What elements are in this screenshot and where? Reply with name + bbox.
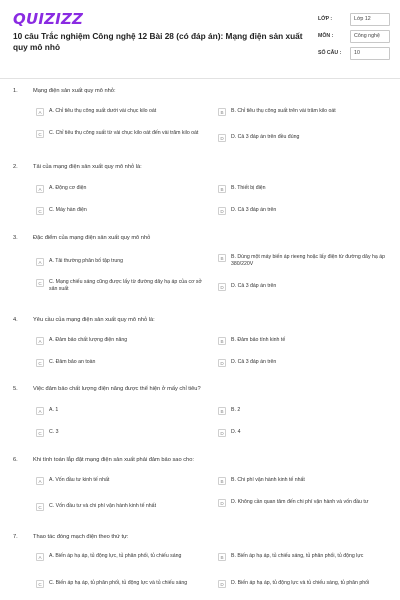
question-item	[13, 533, 393, 587]
option-letter: D	[218, 499, 226, 507]
option-letter: D	[218, 580, 226, 588]
option-text: B. Thiết bị điện	[231, 185, 266, 191]
question-text: Tải của mạng điện sản xuất quy mô nhỏ là:	[33, 164, 142, 170]
option-c[interactable]	[36, 580, 206, 588]
option-letter: B	[218, 254, 226, 262]
option-a[interactable]	[36, 185, 206, 193]
option-text: B. Đảm bảo tính kinh tế	[231, 337, 286, 343]
option-letter: A	[36, 477, 44, 485]
option-text: C. Máy hàn điện	[49, 207, 87, 213]
option-letter: B	[218, 407, 226, 415]
question-item	[13, 456, 393, 510]
subject-label: MÔN :	[318, 33, 334, 39]
option-text: D. Biến áp hạ áp, tủ động lực và tủ chiếu sáng, tủ phân phối	[231, 580, 370, 586]
option-b[interactable]	[218, 407, 388, 415]
question-number: 1.	[13, 88, 18, 94]
option-text: B. 2	[231, 407, 241, 413]
option-c[interactable]	[36, 359, 206, 367]
question-number: 4.	[13, 317, 18, 323]
option-letter: B	[218, 185, 226, 193]
option-c[interactable]	[36, 130, 206, 138]
option-d[interactable]	[218, 283, 388, 291]
question-text: Việc đảm bảo chất lượng điện năng được thể hiện ở mấy chỉ tiêu?	[33, 386, 201, 392]
option-b[interactable]	[218, 553, 388, 561]
option-d[interactable]	[218, 499, 388, 507]
option-letter: D	[218, 283, 226, 291]
option-letter: C	[36, 130, 44, 138]
option-a[interactable]	[36, 407, 206, 415]
option-text: B. Chỉ tiêu thụ công suất trên vài trăm kilo oát	[231, 108, 336, 114]
option-letter: A	[36, 185, 44, 193]
option-b[interactable]	[218, 254, 388, 268]
question-text: Yêu cầu của mạng điện sản xuất quy mô nhỏ là:	[33, 317, 155, 323]
option-b[interactable]	[218, 185, 388, 193]
question-number: 5.	[13, 386, 18, 392]
option-letter: D	[218, 429, 226, 437]
option-a[interactable]	[36, 553, 206, 561]
question-number: 7.	[13, 534, 18, 540]
option-letter: A	[36, 258, 44, 266]
class-label: LỚP :	[318, 16, 333, 22]
option-text: A. Biến áp hạ áp, tủ động lực, tủ phân phối, tủ chiếu sáng	[49, 553, 182, 559]
option-letter: C	[36, 580, 44, 588]
option-text: C. Vốn đầu tư và chi phí vận hành kinh tế nhất	[49, 503, 157, 509]
quizizz-logo	[13, 10, 83, 29]
option-letter: B	[218, 553, 226, 561]
option-c[interactable]	[36, 503, 206, 511]
option-d[interactable]	[218, 134, 388, 142]
option-letter: B	[218, 477, 226, 485]
option-letter: C	[36, 279, 44, 287]
option-d[interactable]	[218, 429, 388, 437]
option-text: A. Đảm bảo chất lượng điện năng	[49, 337, 128, 343]
option-text: D. Cả 3 đáp án trên	[231, 207, 277, 213]
option-text: A. 1	[49, 407, 59, 413]
option-text: A. Động cơ điện	[49, 185, 87, 191]
option-c[interactable]	[36, 429, 206, 437]
question-text: Khi tính toán lắp đặt mạng điện sản xuất phải đảm bảo sao cho:	[33, 457, 194, 463]
question-number: 2.	[13, 164, 18, 170]
option-letter: C	[36, 503, 44, 511]
question-text: Mạng điện sản xuất quy mô nhỏ:	[33, 88, 116, 94]
option-letter: D	[218, 359, 226, 367]
option-letter: D	[218, 134, 226, 142]
option-a[interactable]	[36, 477, 206, 485]
option-d[interactable]	[218, 359, 388, 367]
option-letter: A	[36, 337, 44, 345]
option-text: D. Cả 3 đáp án trên đều đúng	[231, 134, 300, 140]
question-number: 3.	[13, 235, 18, 241]
option-letter: B	[218, 337, 226, 345]
class-row	[318, 13, 390, 26]
option-letter: C	[36, 207, 44, 215]
option-letter: A	[36, 407, 44, 415]
question-text: Thao tác đóng mạch điện theo thứ tự:	[33, 534, 129, 540]
count-label: SỐ CÂU :	[318, 50, 342, 56]
option-text: C. Mạng chiếu sáng cũng được lấy từ đường dây hạ áp của cơ sở sản xuất	[49, 279, 202, 292]
option-text: C. Chỉ tiêu thụ công suất từ vài chục kilo oát đến vài trăm kilo oát	[49, 130, 199, 136]
option-text: A. Vốn đầu tư kinh tế nhất	[49, 477, 110, 483]
option-letter: A	[36, 553, 44, 561]
option-text: D. Không cần quan tâm đến chi phí vận hành và vốn đầu tư	[231, 499, 369, 505]
question-item	[13, 234, 393, 292]
option-letter: A	[36, 108, 44, 116]
option-text: C. 3	[49, 429, 59, 435]
option-text: C. Biến áp hạ áp, tủ phân phối, tủ động lực và tủ chiếu sáng	[49, 580, 188, 586]
question-item	[13, 163, 393, 214]
quiz-meta	[318, 13, 390, 64]
option-letter: D	[218, 207, 226, 215]
option-letter: B	[218, 108, 226, 116]
question-number: 6.	[13, 457, 18, 463]
question-item	[13, 385, 393, 436]
option-text: A. Chỉ tiêu thụ công suất dưới vài chục kilo oát	[49, 108, 157, 114]
option-text: A. Tải thường phân bố tập trung	[49, 258, 123, 264]
question-item	[13, 316, 393, 366]
option-a[interactable]	[36, 258, 206, 266]
option-letter: C	[36, 359, 44, 367]
option-text: D. Cả 3 đáp án trên	[231, 283, 277, 289]
class-value: Lớp 12	[350, 13, 390, 26]
option-d[interactable]	[218, 580, 388, 588]
option-text: B. Biến áp hạ áp, tủ chiếu sáng, tủ phân phối, tủ động lực	[231, 553, 364, 559]
page-title: 10 câu Trắc nghiệm Công nghệ 12 Bài 28 (có đáp án): Mạng điện sản xuất quy mô nhỏ	[13, 31, 303, 52]
option-b[interactable]	[218, 477, 388, 485]
question-text: Đặc điểm của mạng điện sản xuất quy mô nhỏ	[33, 235, 151, 241]
option-letter: C	[36, 429, 44, 437]
option-a[interactable]	[36, 108, 206, 116]
count-row	[318, 47, 390, 60]
option-text: D. 4	[231, 429, 241, 435]
option-b[interactable]	[218, 337, 388, 345]
option-c[interactable]	[36, 279, 206, 293]
subject-row	[318, 30, 390, 43]
option-d[interactable]	[218, 207, 388, 215]
question-item	[13, 87, 393, 141]
option-text: B. Dùng một máy biến áp rieeng hoặc lấy điện từ đường dây hạ áp 380/220V	[231, 254, 385, 267]
option-b[interactable]	[218, 108, 388, 116]
subject-value: Công nghệ	[350, 30, 390, 43]
option-text: C. Đảm bảo an toàn	[49, 359, 96, 365]
option-text: B. Chi phí vận hành kinh tế nhất	[231, 477, 305, 483]
option-c[interactable]	[36, 207, 206, 215]
option-text: D. Cả 3 đáp án trên	[231, 359, 277, 365]
option-a[interactable]	[36, 337, 206, 345]
header-divider	[0, 78, 400, 79]
count-value: 10	[350, 47, 390, 60]
logo-text: QUIZIZZ	[13, 10, 84, 28]
